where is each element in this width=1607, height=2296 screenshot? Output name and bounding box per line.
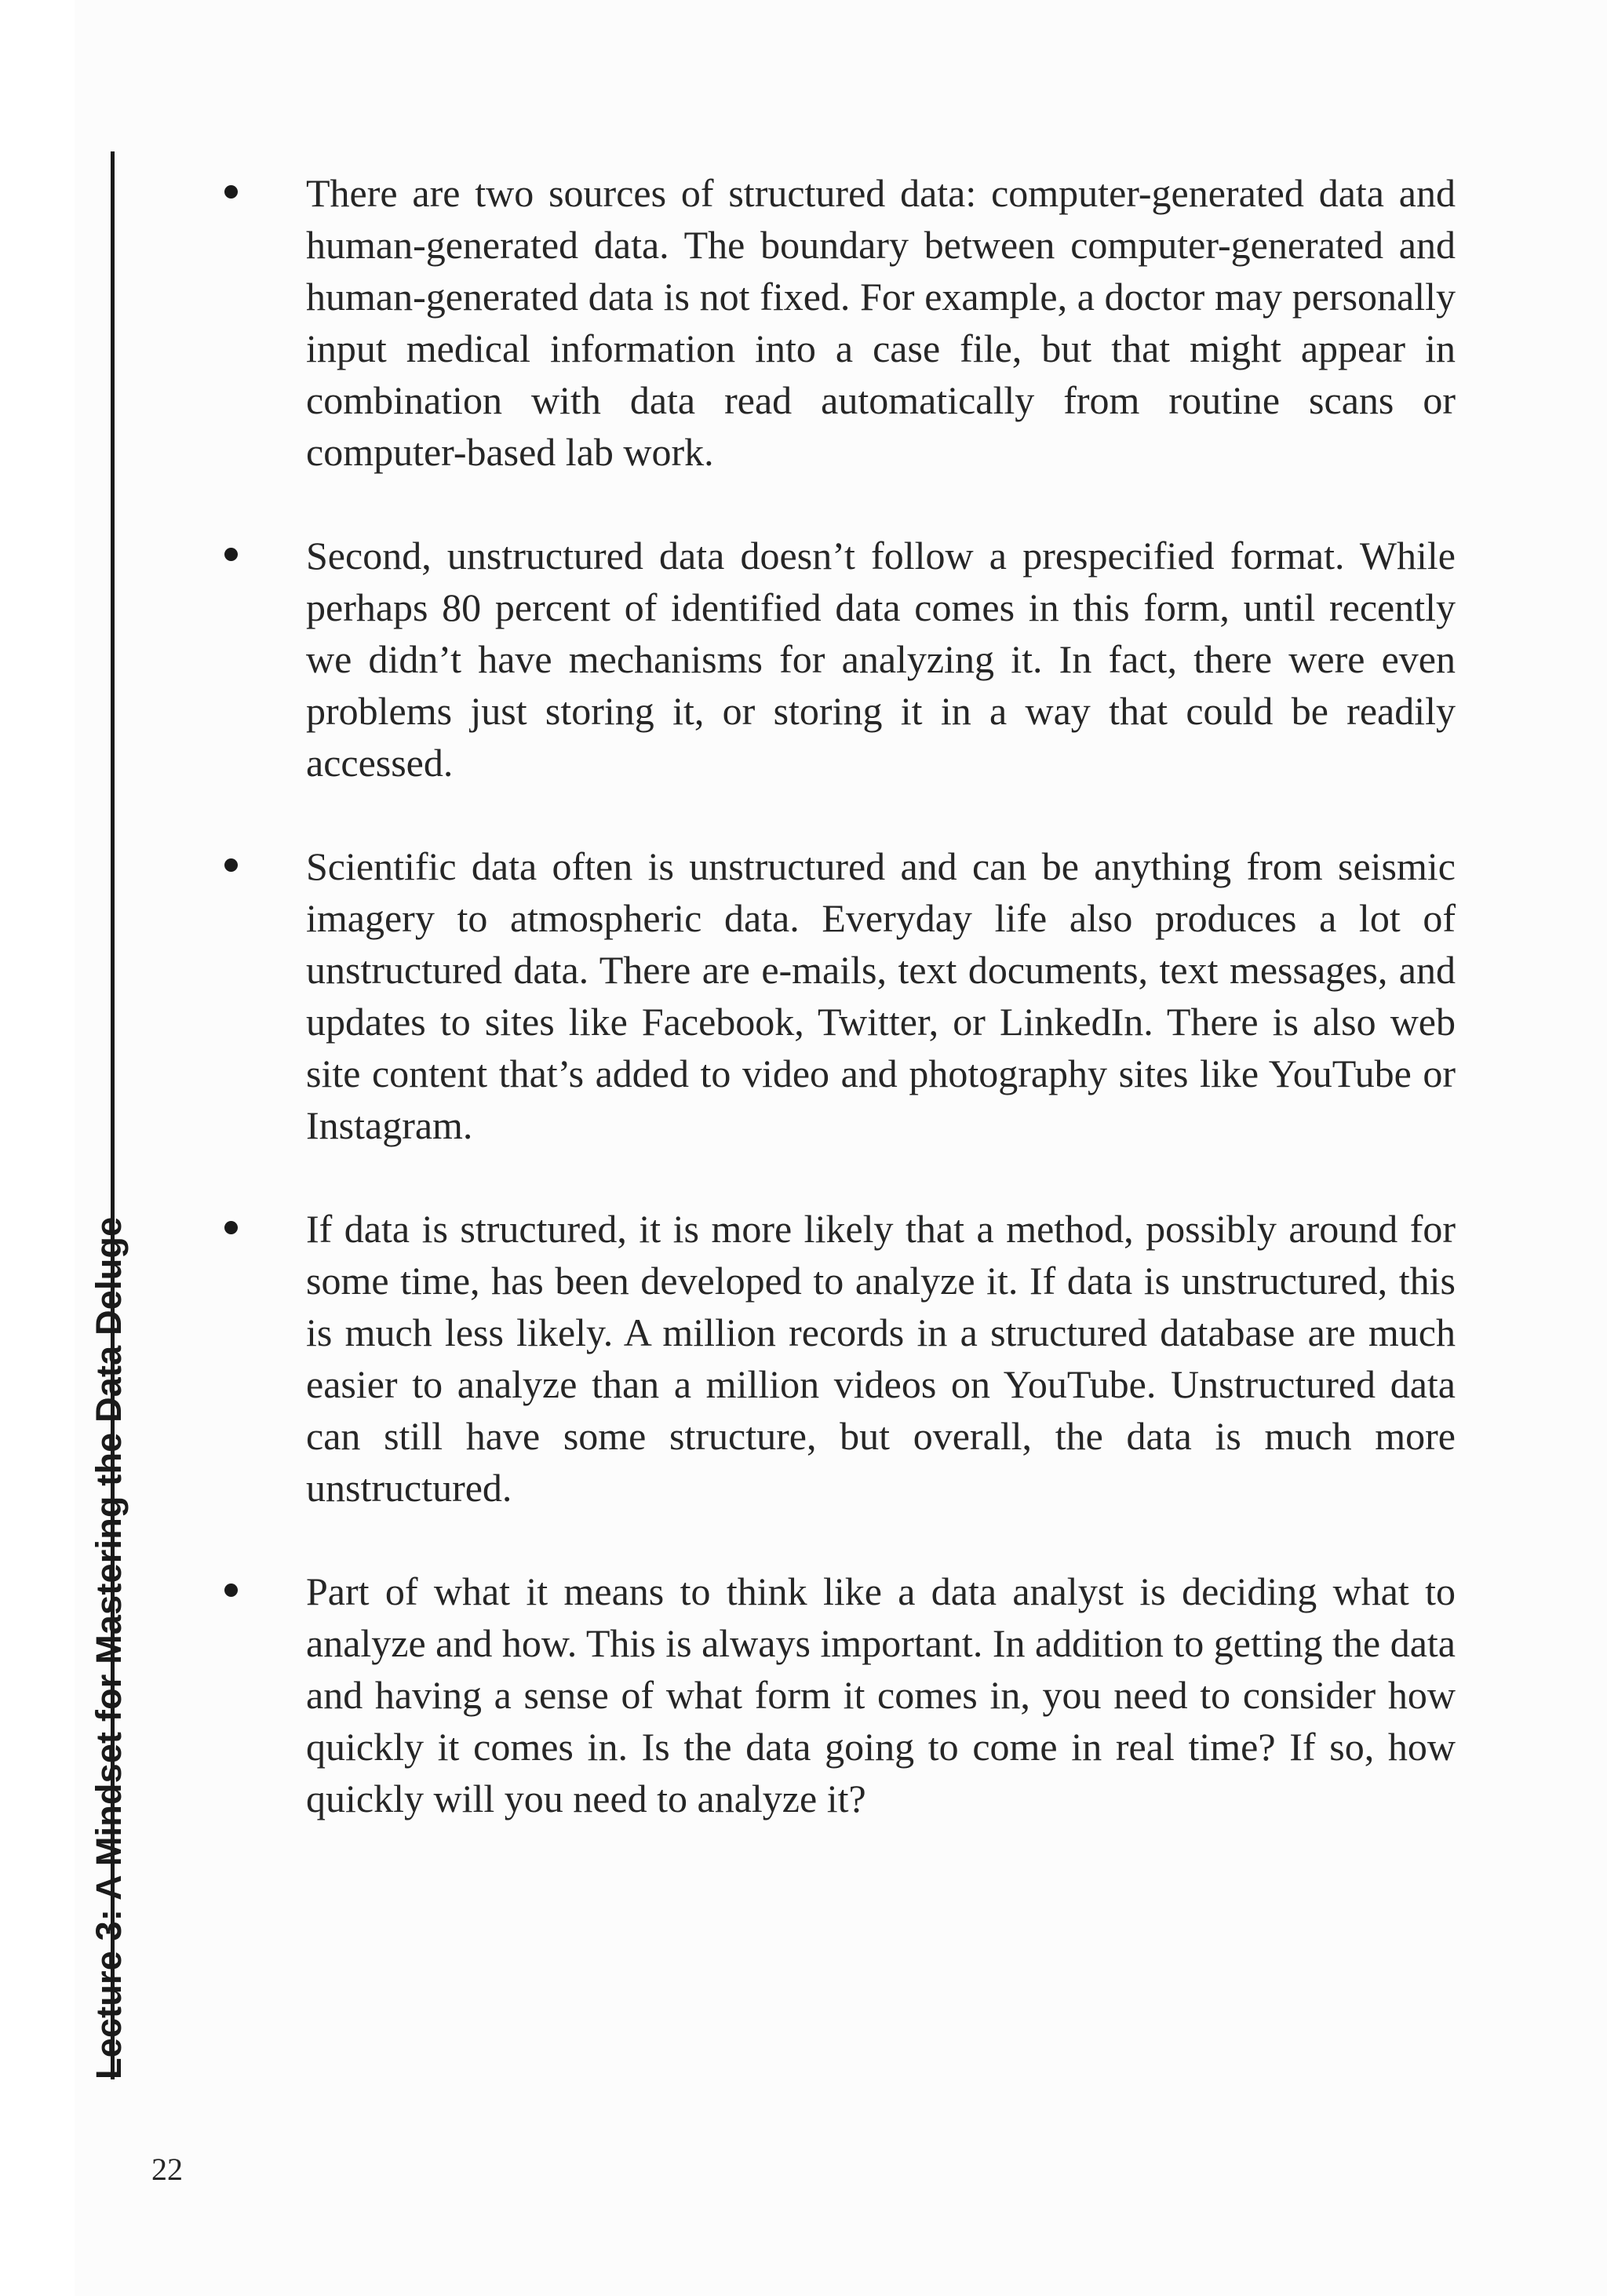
- bullet-text: Scientific data often is unstructured and can be anything from seismic imagery to atmospheric data. Everyday life also produces a lot of unstructured data. There are e-mails, text documents, text messages, and updates to sites like Facebook, Twitter, or LinkedIn. There is also web site content that’s added to video and photography sites like YouTube or Instagram.: [306, 844, 1456, 1147]
- list-item: [220, 530, 1456, 789]
- page-number: 22: [151, 2152, 183, 2187]
- list-item: [220, 840, 1456, 1151]
- bullet-icon: [224, 1584, 238, 1597]
- bullet-text: There are two sources of structured data: computer-generated data and human-generated data. The boundary between computer-generated and human-generated data is not fixed. For example, a doctor may personally input medical information into a case file, but that might appear in combination with data read automatically from routine scans or computer-based lab work.: [306, 171, 1456, 474]
- bullet-icon: [224, 1221, 238, 1234]
- bullet-text: If data is structured, it is more likely that a method, possibly around for some time, has been developed to analyze it. If data is unstructured, this is much less likely. A million records in a structured database are much easier to analyze than a million videos on YouTube. Unstructured data can still have some structure, but overall, the data is much more unstructured.: [306, 1207, 1456, 1510]
- bullet-icon: [224, 185, 238, 199]
- bullet-icon: [224, 858, 238, 872]
- list-item: [220, 1203, 1456, 1514]
- list-item: [220, 167, 1456, 478]
- list-item: [220, 1565, 1456, 1824]
- running-title: Lecture 3: A Mindset for Mastering the Data Deluge: [89, 1216, 129, 2079]
- bullet-icon: [224, 548, 238, 561]
- bullet-list: [220, 167, 1456, 1824]
- bullet-text: Part of what it means to think like a data analyst is deciding what to analyze and how. This is always important. In addition to getting the data and having a sense of what form it comes in, you need to consider how quickly it comes in. Is the data going to come in real time? If so, how quickly will you need to analyze it?: [306, 1569, 1456, 1820]
- bullet-text: Second, unstructured data doesn’t follow a prespecified format. While perhaps 80 percent of identified data comes in this form, until recently we didn’t have mechanisms for analyzing it. In fact, there were even problems just storing it, or storing it in a way that could be readily accessed.: [306, 534, 1456, 785]
